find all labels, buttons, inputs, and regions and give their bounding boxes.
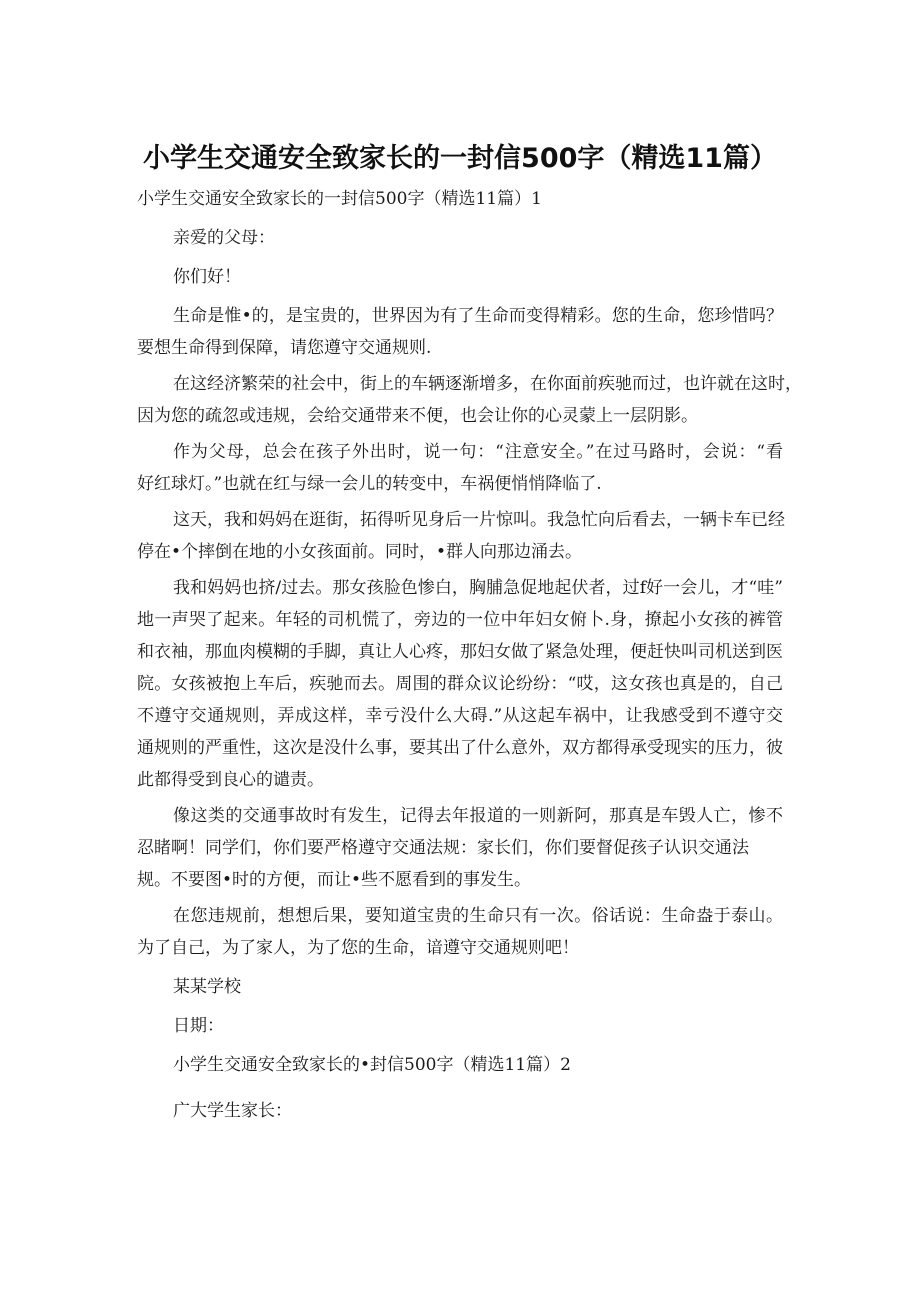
paragraph-4-line-2: 停在•个摔倒在地的小女孩面前。同时，•群人向那边涌去。 [137, 542, 583, 562]
paragraph-3-line-1: 作为父母，总会在孩子外出时，说一句：“注意安全。”在过马路时，会说：“看 [173, 442, 783, 462]
section-heading-1: 小学生交通安全致家长的一封信500字（精选11篇）1 [137, 189, 542, 209]
paragraph-2-line-1: 在这经济繁荣的社会中，街上的车辆逐渐增多，在你面前疾驰而过，也许就在这时， [173, 374, 802, 394]
paragraph-5-line-7: 此都得受到良心的谴责。 [137, 770, 324, 790]
paragraph-5-line-6: 通规则的严重性，这次是没什么事，要其出了什么意外，双方都得承受现实的压力，彼 [137, 738, 783, 758]
paragraph-2-line-2: 因为您的疏忽或违规，会给交通带来不便，也会让你的心灵蒙上一层阴影。 [137, 406, 698, 426]
salutation-2: 广大学生家长： [173, 1101, 292, 1121]
paragraph-5-line-2: 地一声哭了起来。年轻的司机慌了，旁边的一位中年妇女俯卜.身，撩起小女孩的裤管 [137, 610, 783, 630]
paragraph-3-line-2: 好红球灯。”也就在红与绿一会儿的转变中，车祸便悄悄降临了. [137, 474, 602, 494]
signature-date: 日期： [173, 1016, 224, 1036]
document-title: 小学生交通安全致家长的一封信500字（精选11篇） [143, 143, 777, 174]
salutation: 亲爱的父母： [173, 228, 275, 248]
paragraph-5-line-4: 院。女孩被抱上车后，疾驰而去。周围的群众议论纷纷：“哎，这女孩也真是的，自己 [137, 674, 783, 694]
section-heading-2: 小学生交通安全致家长的•封信500字（精选11篇）2 [173, 1055, 571, 1075]
paragraph-5-line-3: 和衣袖，那血肉模糊的手脚，真让人心疼，那妇女做了紧急处理，便赶快叫司机送到医 [137, 642, 783, 662]
paragraph-4-line-1: 这天，我和妈妈在逛街，拓得听见身后一片惊叫。我急忙向后看去，一辆卡车已经 [173, 510, 785, 530]
paragraph-7-line-2: 为了自己，为了家人，为了您的生命，谙遵守交通规则吧！ [137, 938, 579, 958]
paragraph-6-line-2: 忍睹啊！同学们，你们要严格遵守交通法规：家长们，你们要督促孩子认识交通法 [137, 838, 749, 858]
paragraph-5-line-1: 我和妈妈也挤/过去。那女孩脸色惨白，胸脯急促地起伏者，过f好一会儿，才“哇” [173, 578, 783, 598]
paragraph-6-line-3: 规。不要图•时的方便，而让•些不愿看到的事发生。 [137, 870, 532, 890]
paragraph-6-line-1: 像这类的交通事故时有发生，记得去年报道的一则新阿，那真是车毁人亡，惨不 [173, 806, 783, 826]
paragraph-7-line-1: 在您违规前，想想后果，要知道宝贵的生命只有一次。俗话说：生命盎于泰山。 [173, 906, 783, 926]
document-body [137, 183, 802, 1127]
greeting: 你们好！ [173, 267, 241, 287]
paragraph-5-line-5: 不遵守交通规则，弄成这样，幸亏没什么大碍.”从这起车祸中，让我感受到不遵守交 [137, 706, 783, 726]
paragraph-1-line-1: 生命是惟•的，是宝贵的，世界因为有了生命而变得精彩。您的生命，您珍惜吗？ [173, 306, 783, 326]
signature-school: 某某学校 [173, 977, 241, 997]
paragraph-1-line-2: 要想生命得到保障，请您遵守交通规则. [137, 338, 432, 358]
